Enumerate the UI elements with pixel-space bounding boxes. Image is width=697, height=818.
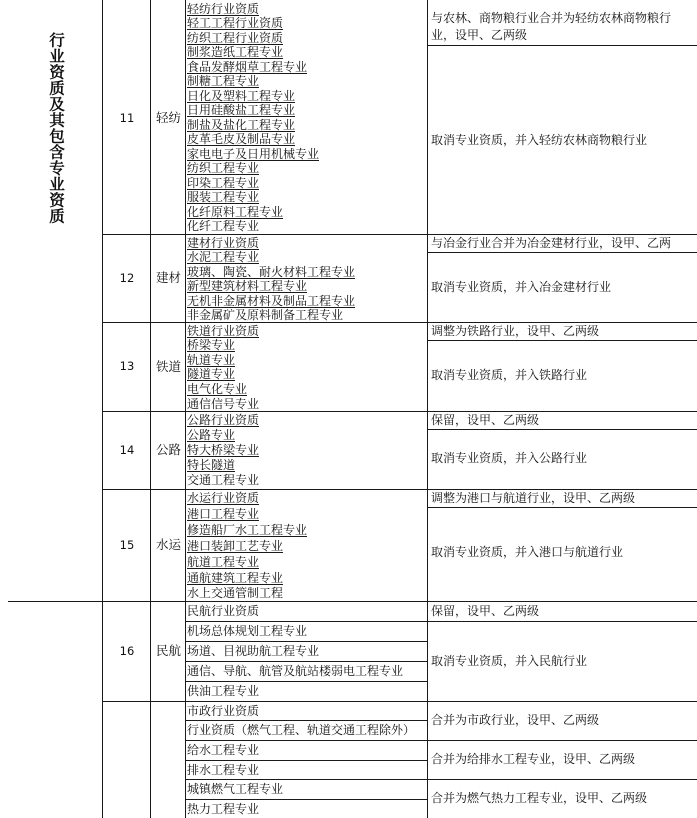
specialty-item: 日用硅酸盐工程专业 bbox=[187, 103, 296, 117]
specialty-item: 港口装卸工艺专业 bbox=[187, 539, 284, 553]
specialty-item: 水泥工程专业 bbox=[187, 250, 260, 264]
grid-line bbox=[8, 601, 697, 602]
category-label: 行业资质及其包含专业资质 bbox=[47, 32, 65, 224]
specialty-item: 轻工工程行业资质 bbox=[187, 16, 284, 30]
specialty-item: 家电电子及日用机械专业 bbox=[187, 147, 320, 161]
industry-name: 铁道 bbox=[155, 359, 181, 374]
specialty-item: 交通工程专业 bbox=[187, 473, 260, 487]
grid-line bbox=[427, 252, 697, 253]
grid-line bbox=[102, 322, 697, 323]
industry-name: 建材 bbox=[155, 270, 181, 285]
specialty-item: 民航行业资质 bbox=[187, 604, 260, 618]
specialty-item: 通信、导航、航管及航站楼弱电工程专业 bbox=[187, 664, 404, 678]
result-text: 合并为燃气热力工程专业，设甲、乙两级 bbox=[431, 791, 648, 805]
grid-line bbox=[185, 641, 427, 642]
specialty-item: 市政行业资质 bbox=[187, 704, 260, 718]
specialty-item: 特长隧道 bbox=[187, 458, 236, 472]
grid-line bbox=[185, 621, 427, 622]
specialty-item: 新型建筑材料工程专业 bbox=[187, 279, 308, 293]
grid-line bbox=[185, 740, 427, 741]
row-number: 12 bbox=[119, 271, 135, 285]
grid-line bbox=[427, 779, 697, 780]
grid-line bbox=[427, 45, 697, 46]
specialty-item: 非金属矿及原料制备工程专业 bbox=[187, 308, 344, 322]
specialty-item: 化纤原料工程专业 bbox=[187, 205, 284, 219]
industry-name: 公路 bbox=[155, 442, 181, 457]
specialty-item: 轨道专业 bbox=[187, 353, 236, 367]
row-number: 13 bbox=[119, 359, 135, 373]
specialty-item: 纺织工程专业 bbox=[187, 161, 260, 175]
specialty-item: 场道、目视助航工程专业 bbox=[187, 644, 320, 658]
specialty-item: 电气化专业 bbox=[187, 382, 248, 396]
result-text: 合并为市政行业，设甲、乙两级 bbox=[431, 713, 600, 727]
specialty-item: 修造船厂水工工程专业 bbox=[187, 523, 308, 537]
row-number: 14 bbox=[119, 443, 135, 457]
specialty-item: 排水工程专业 bbox=[187, 763, 260, 777]
specialty-item: 日化及塑料工程专业 bbox=[187, 89, 296, 103]
grid-line bbox=[102, 489, 697, 490]
grid-line bbox=[427, 740, 697, 741]
result-text: 调整为港口与航道行业，设甲、乙两级 bbox=[431, 491, 636, 505]
result-text: 取消专业资质，并入铁路行业 bbox=[431, 368, 588, 382]
specialty-item: 水运行业资质 bbox=[187, 491, 260, 505]
grid-line bbox=[185, 760, 427, 761]
specialty-item: 食品发酵烟草工程专业 bbox=[187, 60, 308, 74]
specialty-item: 制糖工程专业 bbox=[187, 74, 260, 88]
specialty-item: 铁道行业资质 bbox=[187, 324, 260, 338]
result-text: 与农林、商物粮行业合并为轻纺农林商物粮行业，设甲、乙两级 bbox=[431, 11, 672, 42]
grid-line bbox=[185, 779, 427, 780]
result-text: 保留，设甲、乙两级 bbox=[431, 604, 540, 618]
specialty-item: 建材行业资质 bbox=[187, 236, 260, 250]
specialty-item: 制浆造纸工程专业 bbox=[187, 45, 284, 59]
specialty-item: 城镇燃气工程专业 bbox=[187, 782, 284, 796]
specialty-item: 隧道专业 bbox=[187, 367, 236, 381]
grid-line bbox=[427, 621, 697, 622]
grid-line bbox=[427, 429, 697, 430]
specialty-item: 航道工程专业 bbox=[187, 555, 260, 569]
grid-line bbox=[427, 340, 697, 341]
row-number: 16 bbox=[119, 644, 135, 658]
grid-line bbox=[427, 507, 697, 508]
specialty-item: 给水工程专业 bbox=[187, 743, 260, 757]
specialty-item: 公路专业 bbox=[187, 428, 236, 442]
industry-name: 民航 bbox=[155, 643, 181, 658]
specialty-item: 水上交通管制工程 bbox=[187, 586, 284, 600]
row-number: 15 bbox=[119, 538, 135, 552]
result-text: 取消专业资质，并入冶金建材行业 bbox=[431, 280, 612, 294]
specialty-item: 服装工程专业 bbox=[187, 190, 260, 204]
specialty-item: 无机非金属材料及制品工程专业 bbox=[187, 294, 356, 308]
specialty-item: 通航建筑工程专业 bbox=[187, 571, 284, 585]
specialty-item: 机场总体规划工程专业 bbox=[187, 624, 308, 638]
row-number: 11 bbox=[119, 111, 135, 125]
result-text: 取消专业资质，并入轻纺农林商物粮行业 bbox=[431, 133, 648, 147]
result-text: 取消专业资质，并入民航行业 bbox=[431, 654, 588, 668]
grid-line bbox=[102, 0, 103, 818]
grid-line bbox=[427, 0, 428, 818]
specialty-item: 供油工程专业 bbox=[187, 684, 260, 698]
specialty-item: 港口工程专业 bbox=[187, 507, 260, 521]
specialty-item: 化纤工程专业 bbox=[187, 219, 260, 233]
grid-line bbox=[102, 411, 697, 412]
specialty-item: 公路行业资质 bbox=[187, 413, 260, 427]
result-text: 与冶金行业合并为冶金建材行业，设甲、乙两 bbox=[431, 236, 672, 250]
specialty-item: 制盐及盐化工程专业 bbox=[187, 118, 296, 132]
specialty-item: 轻纺行业资质 bbox=[187, 2, 260, 16]
specialty-item: 皮革毛皮及制品专业 bbox=[187, 132, 296, 146]
specialty-item: 特大桥梁专业 bbox=[187, 443, 260, 457]
grid-line bbox=[102, 701, 697, 702]
grid-line bbox=[185, 661, 427, 662]
specialty-item: 玻璃、陶瓷、耐火材料工程专业 bbox=[187, 265, 356, 279]
specialty-item: 热力工程专业 bbox=[187, 802, 260, 816]
specialty-item: 通信信号专业 bbox=[187, 397, 260, 411]
result-text: 保留，设甲、乙两级 bbox=[431, 413, 540, 427]
industry-name: 轻纺 bbox=[155, 110, 181, 125]
specialty-item: 印染工程专业 bbox=[187, 176, 260, 190]
grid-line bbox=[185, 681, 427, 682]
grid-line bbox=[185, 720, 427, 721]
grid-line bbox=[102, 234, 697, 235]
result-text: 合并为给排水工程专业，设甲、乙两级 bbox=[431, 752, 636, 766]
grid-line bbox=[185, 799, 427, 800]
specialty-item: 行业资质（燃气工程、轨道交通工程除外） bbox=[187, 723, 416, 737]
result-text: 调整为铁路行业，设甲、乙两级 bbox=[431, 324, 600, 338]
result-text: 取消专业资质，并入港口与航道行业 bbox=[431, 545, 624, 559]
industry-name: 水运 bbox=[155, 537, 181, 552]
specialty-item: 桥梁专业 bbox=[187, 338, 236, 352]
result-text: 取消专业资质，并入公路行业 bbox=[431, 451, 588, 465]
specialty-item: 纺织工程行业资质 bbox=[187, 31, 284, 45]
